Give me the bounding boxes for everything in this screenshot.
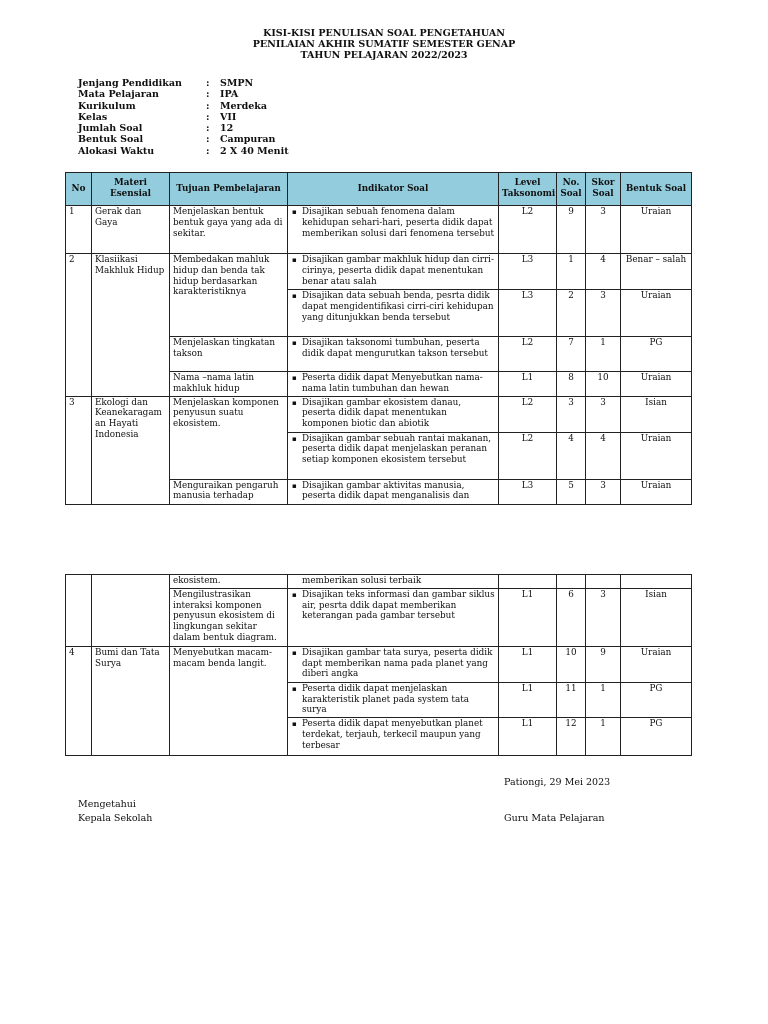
- cell-skor: 1: [586, 337, 621, 372]
- cell-skor: 3: [586, 479, 621, 504]
- meta-label: Jumlah Soal: [78, 123, 143, 135]
- cell-tujuan: Menjelaskan komponen penyusun suatu ekosistem.: [170, 396, 288, 479]
- meta-colon: :: [206, 123, 210, 135]
- cell-bentuk: Uraian: [621, 646, 692, 682]
- cell-indikator: memberikan solusi terbaik: [288, 575, 499, 589]
- meta-colon: :: [206, 145, 210, 157]
- cell-no-soal: 1: [557, 254, 586, 290]
- cell-level: L2: [499, 337, 557, 372]
- header-materi: Materi Esensial: [92, 173, 170, 206]
- indikator-text: Disajikan sebuah fenomena dalam kehidupan sehari-hari, peserta didik dapat memberikan solusi dari fenomena tersebut: [302, 207, 495, 239]
- cell-no-soal: 2: [557, 290, 586, 337]
- indikator-text: Peserta didik dapat Menyebutkan nama-nama latin tumbuhan dan hewan: [302, 373, 483, 394]
- header-tujuan: Tujuan Pembelajaran: [170, 173, 288, 206]
- header-skor: Skor Soal: [586, 173, 621, 206]
- cell-tujuan: ekosistem.: [170, 575, 288, 589]
- cell-skor: 4: [586, 254, 621, 290]
- cell-no-soal: 9: [557, 206, 586, 254]
- meta-label: Kelas: [78, 111, 108, 123]
- meta-label: Kurikulum: [78, 100, 136, 112]
- cell-bentuk: Benar – salah: [621, 254, 692, 290]
- cell-bentuk: PG: [621, 718, 692, 756]
- meta-colon: :: [206, 100, 210, 112]
- cell-skor: 4: [586, 432, 621, 479]
- cell-indikator: [288, 682, 499, 717]
- bullet-icon: ▪: [292, 292, 297, 300]
- indikator-text: Disajikan gambar makhluk hidup dan cirri-cirinya, peserta didik dapat menentukan benar atau salah: [302, 255, 494, 287]
- cell-no: 4: [66, 646, 92, 755]
- cell-no: 1: [66, 206, 92, 254]
- cell-skor: 10: [586, 372, 621, 397]
- cell-level: L2: [499, 432, 557, 479]
- meta-value: IPA: [220, 89, 239, 101]
- cell-skor: 3: [586, 396, 621, 432]
- guru-mapel-label: Guru Mata Pelajaran: [504, 813, 605, 824]
- cell-bentuk: Isian: [621, 588, 692, 646]
- cell-tujuan: Menjelaskan tingkatan takson: [170, 337, 288, 372]
- cell-bentuk: Uraian: [621, 372, 692, 397]
- cell-level: L3: [499, 479, 557, 504]
- cell-skor: [586, 575, 621, 589]
- table-row: [66, 646, 692, 682]
- cell-materi: Klasiikasi Makhluk Hidup: [92, 254, 170, 397]
- cell-skor: 9: [586, 646, 621, 682]
- title-line-3: TAHUN PELAJARAN 2022/2023: [300, 50, 468, 61]
- cell-level: L3: [499, 254, 557, 290]
- bullet-icon: ▪: [292, 684, 297, 693]
- cell-level: L1: [499, 646, 557, 682]
- cell-indikator: [288, 372, 499, 397]
- cell-no: 2: [66, 254, 92, 397]
- meta-value: SMPN: [220, 78, 254, 89]
- bullet-icon: ▪: [292, 374, 297, 382]
- bullet-icon: ▪: [292, 481, 297, 490]
- indikator-text: Peserta didik dapat menjelaskan karakteristik planet pada system tata surya: [302, 683, 469, 716]
- document-title: [0, 28, 768, 61]
- cell-indikator: [288, 396, 499, 432]
- meta-row-mapel: [78, 89, 289, 100]
- cell-indikator: [288, 646, 499, 682]
- cell-tujuan: Menjelaskan bentuk bentuk gaya yang ada di sekitar.: [170, 206, 288, 254]
- header-no-soal: No. Soal: [557, 173, 586, 206]
- cell-bentuk: PG: [621, 337, 692, 372]
- cell-level: L1: [499, 588, 557, 646]
- meta-value: Merdeka: [220, 100, 267, 112]
- bullet-icon: ▪: [292, 339, 297, 347]
- cell-tujuan: Mengilustrasikan interaksi komponen penyusun ekosistem di lingkungan sekitar dalam bentuk diagram.: [170, 588, 288, 646]
- cell-indikator: [288, 337, 499, 372]
- bullet-icon: ▪: [292, 208, 297, 216]
- indikator-text: Disajikan gambar tata surya, peserta didik dapt memberikan nama pada planet yang diberi angka: [302, 647, 493, 680]
- meta-row-kelas: [78, 112, 289, 123]
- cell-materi: Bumi dan Tata Surya: [92, 646, 170, 755]
- cell-no-soal: 5: [557, 479, 586, 504]
- cell-indikator: [288, 290, 499, 337]
- meta-value: 2 X 40 Menit: [220, 145, 289, 157]
- cell-tujuan: Menyebutkan macam-macam benda langit.: [170, 646, 288, 755]
- cell-materi: Gerak dan Gaya: [92, 206, 170, 254]
- table-row: [66, 206, 692, 254]
- place-date: Pationgi, 29 Mei 2023: [504, 777, 611, 788]
- meta-row-bentuk: [78, 134, 289, 145]
- cell-level: L1: [499, 718, 557, 756]
- cell-level: [499, 575, 557, 589]
- cell-bentuk: Uraian: [621, 206, 692, 254]
- mengetahui-label: Mengetahui: [78, 799, 136, 810]
- bullet-icon: ▪: [292, 398, 297, 407]
- cell-indikator: [288, 254, 499, 290]
- meta-value: Campuran: [220, 134, 276, 146]
- header-indikator: Indikator Soal: [288, 173, 499, 206]
- meta-colon: :: [206, 78, 210, 89]
- header-level: Level Taksonomi: [499, 173, 557, 206]
- cell-bentuk: Uraian: [621, 432, 692, 479]
- meta-row-alokasi: [78, 146, 289, 157]
- kepala-sekolah-label: Kepala Sekolah: [78, 813, 153, 824]
- cell-no: 3: [66, 396, 92, 504]
- meta-colon: :: [206, 134, 210, 146]
- meta-value: VII: [220, 111, 237, 123]
- cell-indikator: [288, 479, 499, 504]
- cell-bentuk: [621, 575, 692, 589]
- meta-label: Jenjang Pendidikan: [78, 78, 182, 89]
- meta-row-jumlah: [78, 123, 289, 134]
- cell-no: [66, 575, 92, 647]
- table-row: [66, 575, 692, 589]
- cell-no-soal: 10: [557, 646, 586, 682]
- cell-skor: 3: [586, 206, 621, 254]
- identity-block: [78, 78, 289, 157]
- title-line-2: PENILAIAN AKHIR SUMATIF SEMESTER GENAP: [252, 39, 516, 50]
- cell-no-soal: 12: [557, 718, 586, 756]
- header-no: No: [66, 173, 92, 206]
- table-row: [66, 396, 692, 432]
- header-bentuk: Bentuk Soal: [621, 173, 692, 206]
- meta-label: Mata Pelajaran: [78, 89, 159, 101]
- meta-value: 12: [220, 123, 234, 135]
- cell-level: L3: [499, 290, 557, 337]
- cell-bentuk: Uraian: [621, 290, 692, 337]
- cell-indikator: [288, 432, 499, 479]
- cell-bentuk: PG: [621, 682, 692, 717]
- cell-skor: 3: [586, 290, 621, 337]
- cell-level: L2: [499, 396, 557, 432]
- cell-tujuan: Nama –nama latin makhluk hidup: [170, 372, 288, 397]
- cell-tujuan: Menguraikan pengaruh manusia terhadap: [170, 479, 288, 504]
- cell-no-soal: 8: [557, 372, 586, 397]
- cell-skor: 3: [586, 588, 621, 646]
- indikator-text: Disajikan gambar aktivitas manusia, peserta didik dapat menganalisis dan: [302, 480, 470, 502]
- meta-label: Alokasi Waktu: [78, 145, 155, 157]
- meta-colon: :: [206, 111, 210, 123]
- cell-level: L1: [499, 372, 557, 397]
- cell-skor: 1: [586, 682, 621, 717]
- cell-level: L1: [499, 682, 557, 717]
- indikator-text: Disajikan taksonomi tumbuhan, peserta didik dapat mengurutkan takson tersebut: [302, 338, 488, 359]
- cell-no-soal: [557, 575, 586, 589]
- cell-level: L2: [499, 206, 557, 254]
- indikator-text: Peserta didik dapat menyebutkan planet terdekat, terjauh, terkecil maupun yang terbesar: [302, 719, 483, 751]
- cell-no-soal: 6: [557, 588, 586, 646]
- indikator-text: Disajikan gambar ekosistem danau, peserta didik dapat menentukan komponen biotic dan abiotik: [302, 397, 462, 430]
- meta-label: Bentuk Soal: [78, 134, 144, 146]
- bullet-icon: ▪: [292, 648, 297, 657]
- cell-no-soal: 7: [557, 337, 586, 372]
- title-line-1: KISI-KISI PENULISAN SOAL PENGETAHUAN: [263, 28, 505, 39]
- bullet-icon: ▪: [292, 434, 297, 443]
- cell-no-soal: 4: [557, 432, 586, 479]
- table-header-row: [66, 173, 692, 206]
- indikator-text: Disajikan gambar sebuah rantai makanan, peserta didik dapat menjelaskan peranan setiap komponen ekosistem tersebut: [302, 433, 492, 466]
- cell-materi: [92, 575, 170, 647]
- bullet-icon: ▪: [292, 720, 297, 729]
- cell-indikator: [288, 206, 499, 254]
- cell-indikator: [288, 718, 499, 756]
- cell-tujuan: Membedakan mahluk hidup dan benda tak hidup berdasarkan karakteristiknya: [170, 254, 288, 337]
- cell-no-soal: 3: [557, 396, 586, 432]
- cell-bentuk: Uraian: [621, 479, 692, 504]
- bullet-icon: ▪: [292, 256, 297, 264]
- indikator-text: Disajikan data sebuah benda, pesrta didik dapat mengidentifikasi cirri-ciri kehidupan yang ditunjukkan benda tersebut: [302, 291, 494, 323]
- cell-indikator: [288, 588, 499, 646]
- bullet-icon: ▪: [292, 590, 297, 599]
- cell-skor: 1: [586, 718, 621, 756]
- meta-colon: :: [206, 89, 210, 101]
- table-row: [66, 254, 692, 290]
- meta-row-kurikulum: [78, 101, 289, 112]
- cell-no-soal: 11: [557, 682, 586, 717]
- cell-materi: Ekologi dan Keanekaragam an Hayati Indonesia: [92, 396, 170, 504]
- kisi-table-part-1: [65, 172, 692, 505]
- meta-row-jenjang: [78, 78, 289, 89]
- cell-bentuk: Isian: [621, 396, 692, 432]
- indikator-text: Disajikan teks informasi dan gambar siklus air, pesrta ddik dapat memberikan keterangan pada gambar tersebut: [302, 589, 495, 622]
- kisi-table-part-2: [65, 574, 692, 756]
